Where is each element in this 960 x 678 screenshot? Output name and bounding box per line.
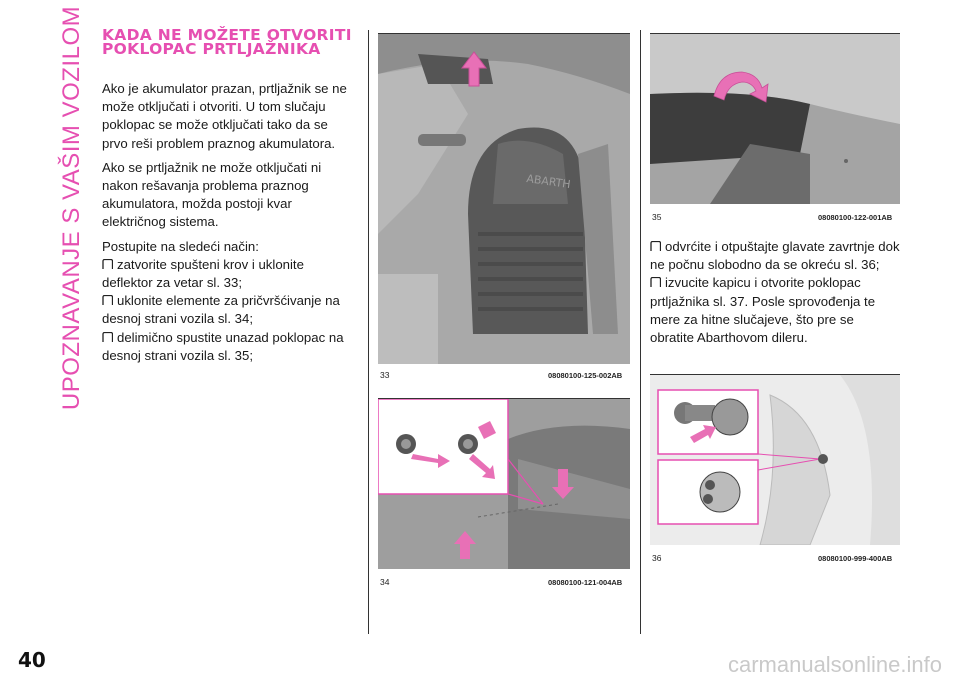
step-text: delimično spustite unazad poklopac na desnoj strani vozila sl. 35; [102,329,344,363]
figure-number: 33 [380,370,390,380]
step-text: odvrćite i otpuštajte glavate zavrtnje dok ne počnu slobodno da se okreću sl. 36; [650,239,900,273]
column-divider [640,30,641,634]
step-item [102,329,357,365]
seat-logo-text: ABARTH [525,172,572,192]
figure-code: 08080100-125-002AB [548,371,623,380]
step-item [650,238,900,274]
figure-number: 36 [652,553,662,563]
section-heading: KADA NE MOŽETE OTVORITI POKLOPAC PRTLJAŽNIKA [102,26,352,58]
watermark-text: carmanualsonline.info [727,652,942,677]
figure-code: 08080100-999-400AB [818,554,893,563]
step-bullet-icon [650,277,661,288]
step-bullet-icon [102,295,113,306]
step-bullet-icon [102,332,113,343]
step-text: uklonite elemente za pričvršćivanje na desnoj strani vozila sl. 34; [102,293,340,327]
paragraph: Ako se prtljažnik ne može otključati ni nakon rešavanja problema praznog akumulatora, možda postoji kvar električnog sistema. [102,159,322,230]
step-bullet-icon [102,259,113,270]
figure-number: 34 [380,577,390,587]
figure-code: 08080100-122-001AB [818,213,893,222]
section-side-title-text: UPOZNAVANJE S VAŠIM VOZILOM [58,5,85,411]
figure-number: 35 [652,212,662,222]
left-text-column [102,80,357,365]
column-divider [368,30,369,634]
step-text: zatvorite spušteni krov i uklonite deflektor za vetar sl. 33; [102,256,304,291]
figure-34-fasteners-image [378,399,630,569]
section-side-title [52,5,92,411]
figure-35-cover-image [650,34,900,204]
page-number: 40 [18,648,46,672]
paragraph: Ako je akumulator prazan, prtljažnik se ne može otključati i otvoriti. U tom slučaju poklopac se može otključati tako da se prvo reši problem praznog akumulatora. [102,81,347,151]
right-text-column [650,238,900,347]
step-item [650,274,900,347]
step-item [102,256,357,292]
figure-36-bolts-image [650,375,900,545]
figure-code: 08080100-121-004AB [548,578,623,587]
figure-33-seat-image [378,34,630,364]
step-bullet-icon [650,241,661,252]
paragraph: Postupite na sledeći način: [102,238,259,254]
step-text: izvucite kapicu i otvorite poklopac prtljažnika sl. 37. Posle sprovođenja te mere za hitne slučajeve, što pre se obratite Abarthovom dileru. [650,275,876,346]
step-item [102,292,357,328]
